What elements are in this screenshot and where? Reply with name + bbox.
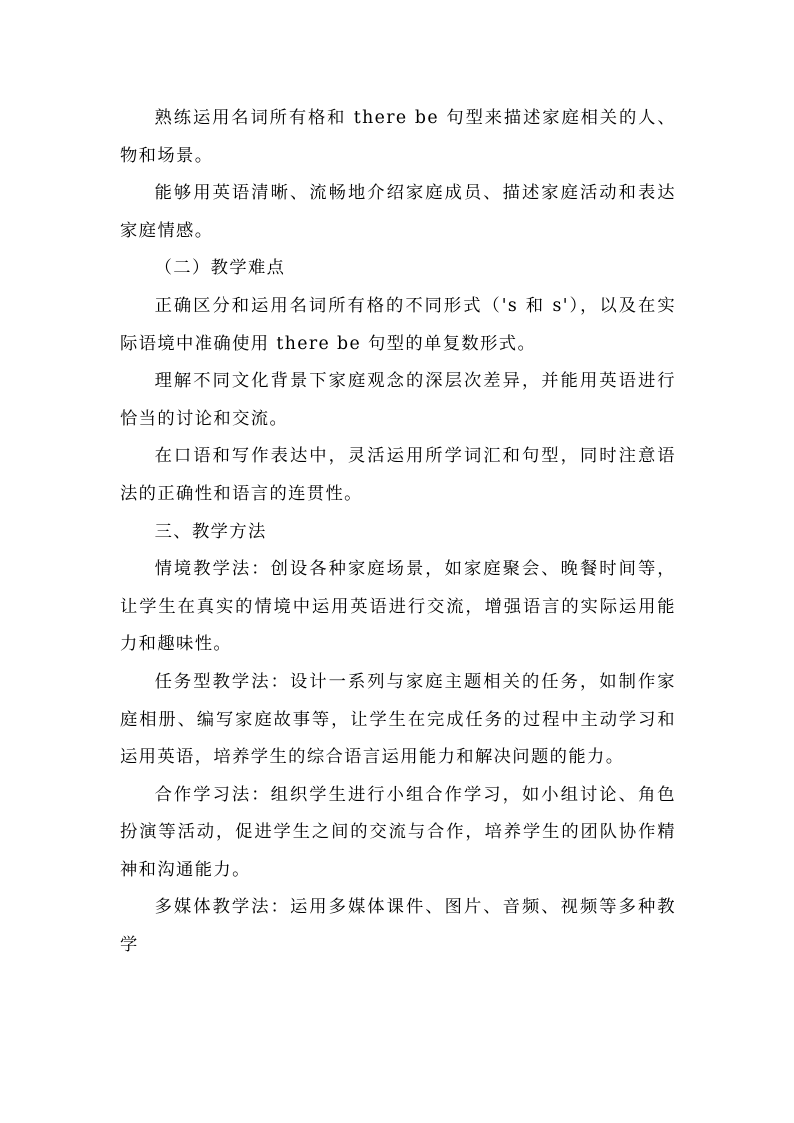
section-heading-methods: 三、教学方法: [154, 521, 267, 542]
paragraph-multimedia-method: 多媒体教学法：运用多媒体课件、图片、音频、视频等多种教学: [120, 897, 676, 956]
paragraph-cultural-differences: 理解不同文化背景下家庭观念的深层次差异，并能用英语进行恰当的讨论和交流。: [120, 371, 676, 429]
section-heading-difficulties: （二）教学难点: [154, 258, 286, 279]
paragraph-oral-writing: 在口语和写作表达中，灵活运用所学词汇和句型，同时注意语法的正确性和语言的连贯性。: [120, 446, 676, 504]
paragraph-possessive-there-be: 熟练运用名词所有格和 there be 句型来描述家庭相关的人、物和场景。: [120, 108, 676, 166]
paragraph-possessive-forms: 正确区分和运用名词所有格的不同形式（'s 和 s'），以及在实际语境中准确使用 there be 句型的单复数形式。: [120, 295, 676, 354]
paragraph-introduce-family: 能够用英语清晰、流畅地介绍家庭成员、描述家庭活动和表达家庭情感。: [120, 183, 676, 241]
paragraph-task-based-method: 任务型教学法：设计一系列与家庭主题相关的任务，如制作家庭相册、编写家庭故事等，让学生在完成任务的过程中主动学习和运用英语，培养学生的综合语言运用能力和解决问题的能力。: [120, 671, 676, 768]
document-body: [120, 100, 676, 965]
paragraph-cooperative-method: 合作学习法：组织学生进行小组合作学习，如小组讨论、角色扮演等活动，促进学生之间的交流与合作，培养学生的团队协作精神和沟通能力。: [120, 784, 676, 880]
paragraph-situational-method: 情境教学法：创设各种家庭场景，如家庭聚会、晚餐时间等，让学生在真实的情境中运用英语进行交流，增强语言的实际运用能力和趣味性。: [120, 559, 676, 655]
